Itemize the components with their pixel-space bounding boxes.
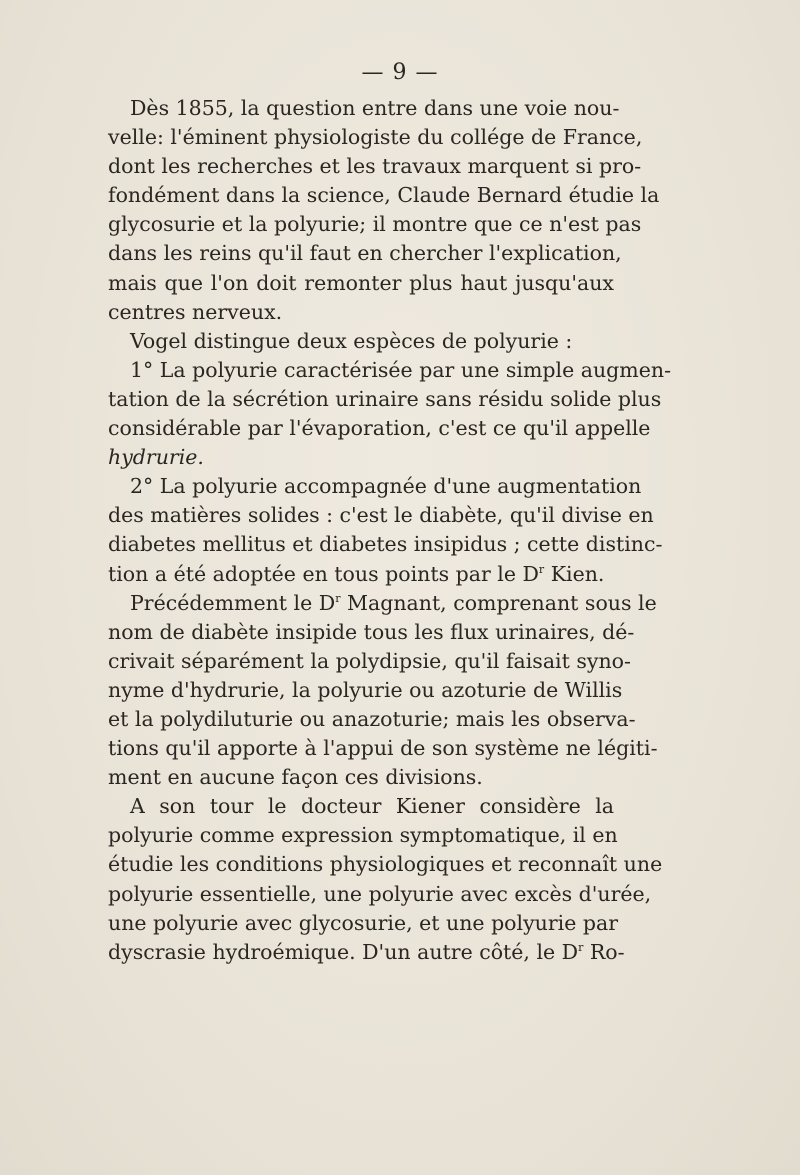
text-line (108, 239, 622, 268)
text-run: hydrurie. (108, 445, 204, 470)
text-run: Vogel distingue deux espèces de polyurie : (130, 328, 573, 353)
text-run: étudie les conditions physiologiques et reconnaît une (108, 852, 663, 877)
text-run: dyscrasie hydroémique. D'un autre côté, le D (108, 939, 579, 964)
text-run: considérable par l'évaporation, c'est ce qu'il appelle (108, 416, 651, 441)
text-line (108, 589, 657, 618)
text-run: dans les reins qu'il faut en chercher l'explication, (108, 241, 622, 266)
text-line (108, 880, 652, 909)
text-line (108, 414, 651, 443)
text-run: 1° La polyurie caractérisée par une simple augmen- (130, 357, 672, 382)
superscript: r (578, 940, 584, 954)
text-run: 2° La polyurie accompagnée d'une augmentation (130, 474, 642, 499)
text-line (108, 938, 625, 967)
text-line (108, 443, 614, 472)
text-line (108, 850, 663, 879)
text-run: Ro- (583, 939, 625, 964)
text-run: des matières solides : c'est le diabète, qu'il divise en (108, 503, 654, 528)
text-run: tions qu'il apporte à l'appui de son système ne légiti- (108, 736, 658, 761)
text-line (108, 123, 643, 152)
text-line (108, 763, 614, 792)
text-line (108, 734, 658, 763)
text-run: dont les recherches et les travaux marquent si pro- (108, 154, 642, 179)
text-line (108, 94, 620, 123)
text-run: nyme d'hydrurie, la polyurie ou azoturie de Willis (108, 677, 623, 702)
text-run: Magnant, comprenant sous le (340, 590, 657, 615)
text-line (108, 472, 642, 501)
text-line (108, 269, 614, 298)
text-line (108, 327, 614, 356)
text-line (108, 821, 618, 850)
text-line (108, 560, 614, 589)
text-line (108, 909, 619, 938)
text-run: crivait séparément la polydipsie, qu'il faisait syno- (108, 648, 631, 673)
text-run: et la polydiluturie ou anazoturie; mais les observa- (108, 706, 636, 731)
text-run: ment en aucune façon ces divisions. (108, 765, 483, 790)
text-run: mais que l'on doit remonter plus haut jusqu'aux (108, 270, 614, 295)
text-run: polyurie essentielle, une polyurie avec excès d'urée, (108, 881, 652, 906)
text-run: velle: l'éminent physiologiste du collége de France, (108, 125, 643, 150)
text-line (108, 152, 642, 181)
page-number-header: — 9 — (361, 60, 439, 85)
text-line (108, 298, 614, 327)
text-run: diabetes mellitus et diabetes insipidus ; cette distinc- (108, 532, 663, 557)
superscript: r (538, 562, 545, 576)
text-line (108, 501, 654, 530)
text-line (108, 530, 663, 559)
text-line (108, 618, 635, 647)
text-line (108, 705, 636, 734)
text-run: Précédemment le D (130, 590, 336, 615)
text-run: nom de diabète insipide tous les flux urinaires, dé- (108, 619, 635, 644)
text-line (108, 356, 672, 385)
text-run: tion a été adoptée en tous points par le D (108, 561, 539, 586)
body-text (108, 94, 672, 967)
text-line (108, 676, 623, 705)
superscript: r (335, 591, 341, 605)
text-line (108, 647, 631, 676)
text-run: Kien. (544, 561, 605, 586)
text-run: tation de la sécrétion urinaire sans résidu solide plus (108, 386, 662, 411)
text-run: A son tour le docteur Kiener considère la (130, 794, 614, 819)
text-line (108, 210, 642, 239)
text-run: une polyurie avec glycosurie, et une polyurie par (108, 910, 619, 935)
text-run: centres nerveux. (108, 299, 283, 324)
text-line (108, 181, 660, 210)
text-line (108, 792, 614, 821)
text-line (108, 385, 662, 414)
text-run: fondément dans la science, Claude Bernard étudie la (108, 183, 660, 208)
text-run: glycosurie et la polyurie; il montre que ce n'est pas (108, 212, 642, 237)
text-run: polyurie comme expression symptomatique, il en (108, 823, 618, 848)
text-run: Dès 1855, la question entre dans une voie nou- (130, 96, 620, 120)
